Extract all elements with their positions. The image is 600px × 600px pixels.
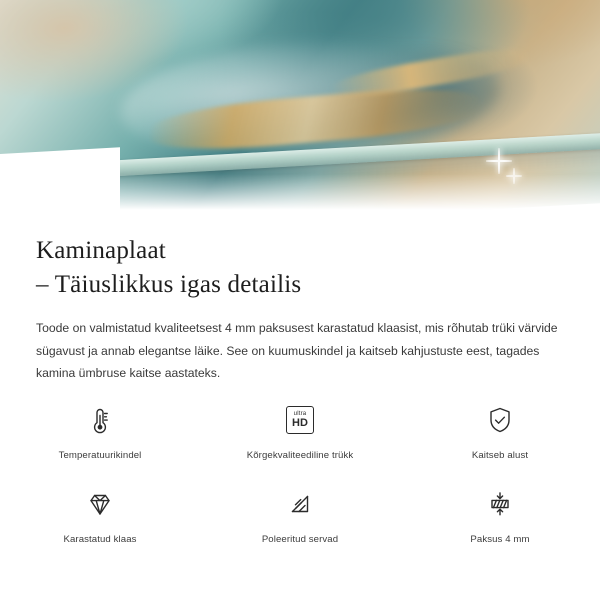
text-content xyxy=(0,220,600,385)
ultra-hd-icon xyxy=(286,400,314,440)
feature-label: Paksus 4 mm xyxy=(470,534,530,545)
image-fade xyxy=(0,174,600,220)
thermometer-icon xyxy=(83,400,117,440)
feature-item-polished-edges xyxy=(200,476,400,558)
feature-label: Kõrgekvaliteediline trükk xyxy=(246,450,354,461)
feature-item-tempered-glass xyxy=(0,476,200,558)
feature-item-print-quality xyxy=(200,392,400,474)
ultra-hd-bottom-text: HD xyxy=(292,417,308,429)
page-title xyxy=(0,220,600,301)
shield-check-icon xyxy=(483,400,517,440)
feature-item-protects-base xyxy=(400,392,600,474)
thickness-icon xyxy=(483,484,517,524)
headline-line-1: Kaminaplaat xyxy=(36,237,166,264)
ultra-hd-top-text: ultra xyxy=(293,411,307,417)
feature-label: Temperatuurikindel xyxy=(58,450,142,461)
feature-item-thickness xyxy=(400,476,600,558)
feature-grid xyxy=(0,392,600,558)
feature-label: Karastatud klaas xyxy=(63,534,137,545)
polished-edges-icon xyxy=(283,484,317,524)
feature-item-temperature xyxy=(0,392,200,474)
diamond-icon xyxy=(83,484,117,524)
headline-line-2: – Täiuslikkus igas detailis xyxy=(36,270,302,298)
product-description: Toode on valmistatud kvaliteetsest 4 mm paksusest karastatud klaasist, mis rõhutab trüki värvide sügavust ja annab elegantse läike. See on kuumuskindel ja kaitseb kahjustuste eest, tagades kamina ümbruse kaitse aastateks. xyxy=(36,321,558,381)
feature-label: Poleeritud servad xyxy=(261,534,339,545)
hero-image xyxy=(0,0,600,220)
feature-label: Kaitseb alust xyxy=(471,450,529,461)
